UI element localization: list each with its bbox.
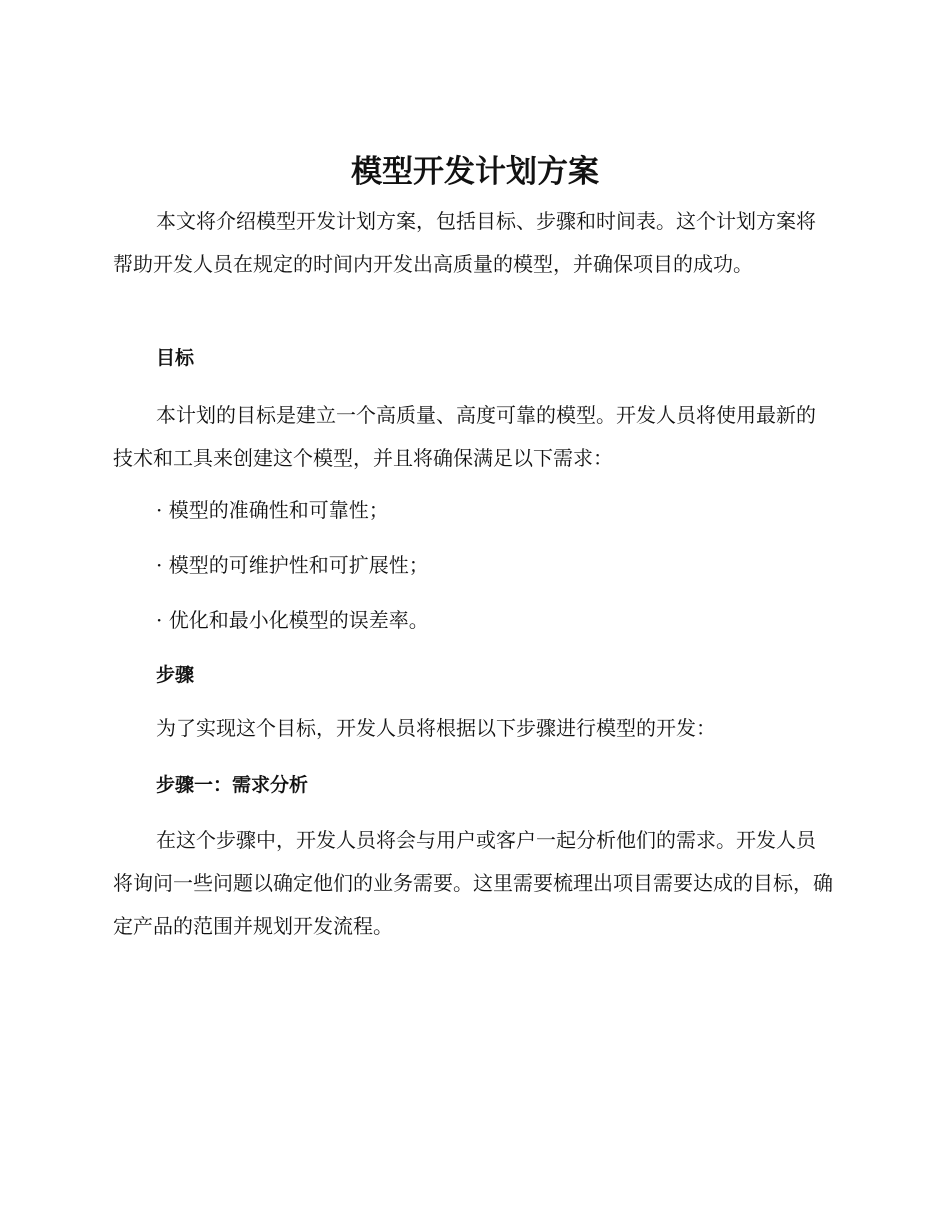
goal-heading: 目标 [156, 347, 195, 369]
goal-list-item: · 模型的可维护性和可扩展性； [156, 553, 429, 577]
goal-list-item: · 优化和最小化模型的误差率。 [156, 608, 429, 632]
steps-paragraph: 为了实现这个目标，开发人员将根据以下步骤进行模型的开发： [156, 716, 716, 740]
goal-list-item: · 模型的准确性和可靠性； [156, 498, 389, 522]
goal-paragraph: 本计划的目标是建立一个高质量、高度可靠的模型。开发人员将使用最新的技术和工具来创建这个模型，并且将确保满足以下需求： [113, 403, 816, 470]
steps-heading: 步骤 [156, 664, 195, 686]
step1-paragraph: 在这个步骤中，开发人员将会与用户或客户一起分析他们的需求。开发人员将询问一些问题以确定他们的业务需要。这里需要梳理出项目需要达成的目标，确定产品的范围并规划开发流程。 [113, 828, 833, 938]
document-title: 模型开发计划方案 [351, 154, 599, 190]
intro-paragraph: 本文将介绍模型开发计划方案，包括目标、步骤和时间表。这个计划方案将帮助开发人员在规定的时间内开发出高质量的模型，并确保项目的成功。 [113, 209, 816, 276]
step1-heading: 步骤一：需求分析 [156, 774, 309, 796]
